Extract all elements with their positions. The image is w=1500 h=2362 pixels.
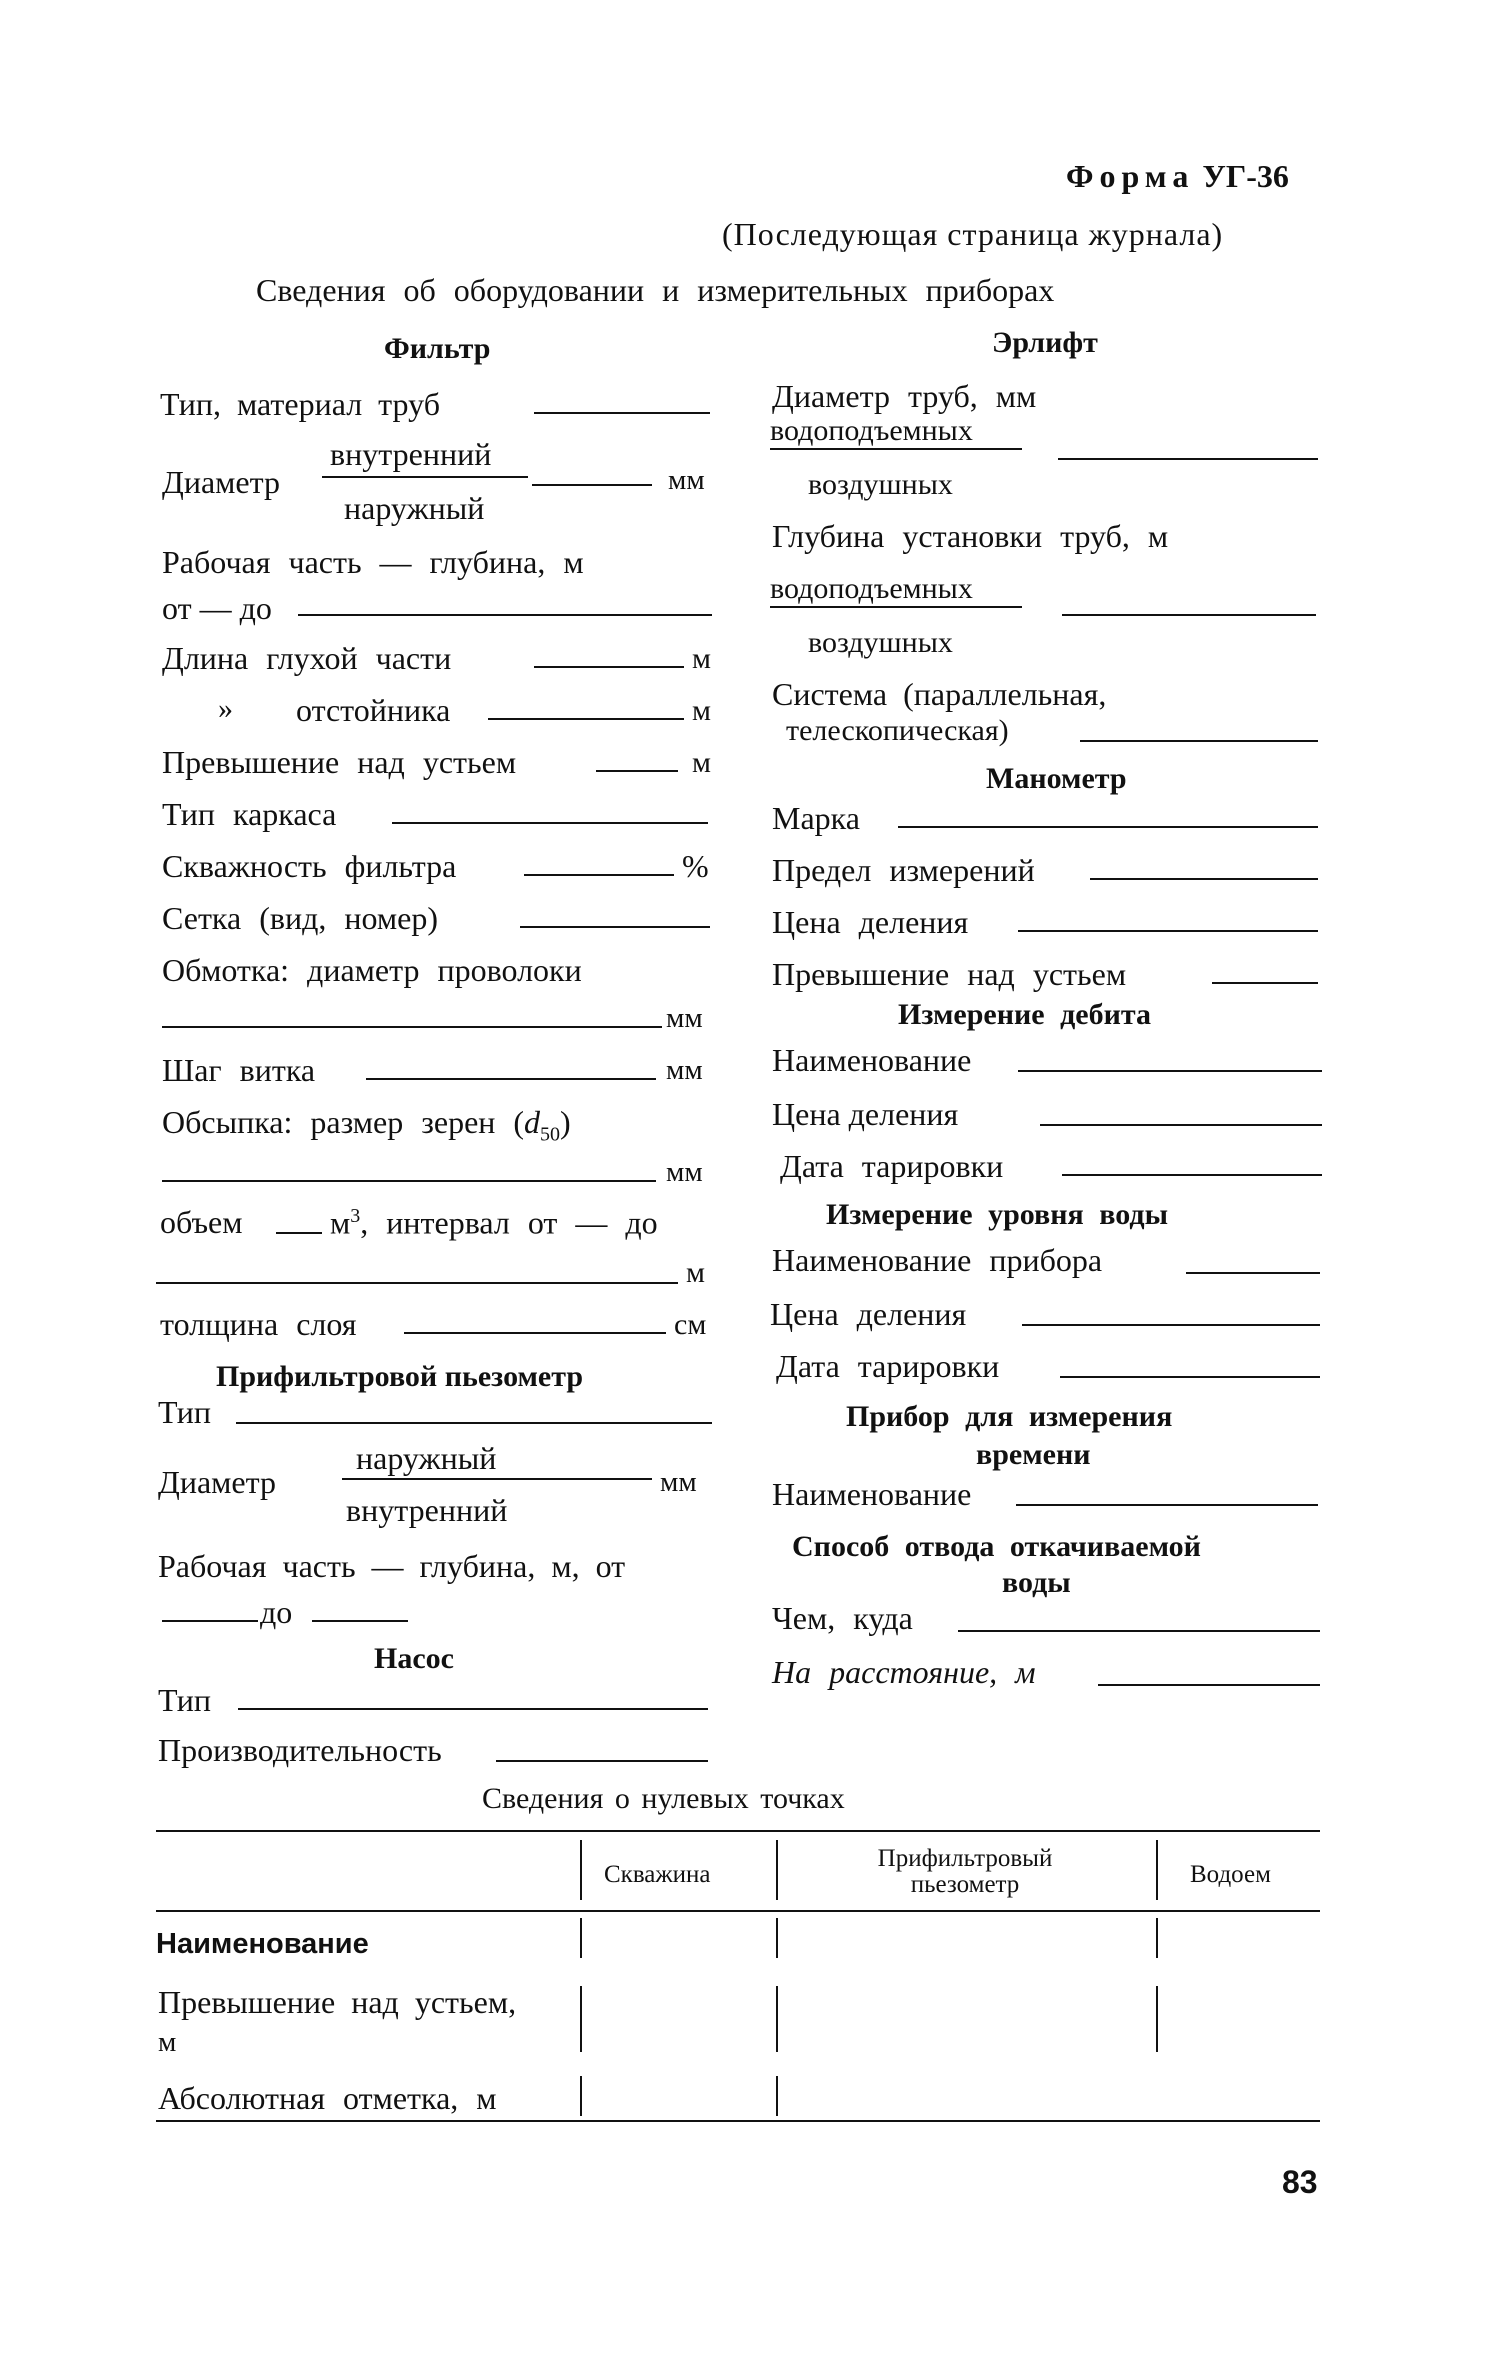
filter-diameter-field[interactable] [532,484,652,486]
discharge-distance-field[interactable] [1098,1684,1320,1686]
page-subtitle: (Последующая страница журнала) [722,216,1224,252]
manometer-elevation-field[interactable] [1212,982,1318,984]
form-label [1066,160,1289,192]
row-elevation-unit: м [158,2026,177,2058]
piezometer-diameter-unit: мм [660,1466,697,1498]
airlift-pipe-diameter-label: Диаметр труб, мм [772,378,1037,414]
filter-diameter-fraction-line [322,476,528,478]
col-divider-1-header [580,1840,582,1900]
row-name-label: Наименование [156,1928,369,1960]
manometer-heading: Манометр [986,762,1127,795]
filter-from-to-field[interactable] [298,614,712,616]
filter-diameter-label: Диаметр [162,464,280,500]
pump-heading: Насос [374,1642,454,1675]
filter-pipe-type-label: Тип, материал труб [160,386,440,422]
piezometer-type-label: Тип [158,1394,211,1430]
manometer-brand-field[interactable] [898,826,1318,828]
level-division-field[interactable] [1022,1324,1320,1326]
cell-reservoir-name[interactable] [1160,1918,1320,1958]
filter-inner-label: внутренний [330,436,492,472]
airlift-water-lifting-underline [770,448,1022,450]
filter-porosity-unit: % [682,848,709,884]
filter-volume-field[interactable] [276,1232,322,1234]
filter-heading: Фильтр [384,332,491,365]
time-name-label: Наименование [772,1476,972,1512]
filter-winding-unit: мм [666,1002,703,1034]
filter-layer-unit: см [674,1308,707,1341]
filter-backfill-text: Обсыпка: размер зерен ( [162,1104,525,1140]
row2-divider-3 [1156,1986,1158,2052]
col-header-piezometer-line1: Прифильтровый [877,1845,1053,1872]
manometer-division-field[interactable] [1018,930,1318,932]
flow-calibration-field[interactable] [1062,1174,1322,1176]
piezometer-inner-label: внутренний [346,1492,508,1528]
level-heading: Измерение уровня воды [826,1198,1168,1231]
flow-division-field[interactable] [1040,1124,1322,1126]
filter-from-to-label: от — до [162,590,272,626]
filter-diameter-unit: мм [668,464,705,496]
filter-sump-unit: м [692,694,711,727]
col-header-well: Скважина [604,1861,711,1888]
filter-layer-label: толщина слоя [160,1306,357,1342]
level-device-field[interactable] [1186,1272,1320,1274]
filter-elevation-unit: м [692,746,711,779]
cell-well-elevation[interactable] [584,1986,774,2052]
airlift-depth-label: Глубина установки труб, м [772,518,1169,554]
piezometer-diameter-fraction-line [342,1478,652,1480]
filter-backfill-d-sub: 50 [540,1123,561,1146]
discharge-how-label: Чем, куда [772,1600,913,1636]
cell-well-name[interactable] [584,1918,774,1958]
row2-divider-1 [580,1986,582,2052]
filter-porosity-field[interactable] [524,874,674,876]
filter-interval-text: , интервал от — до [360,1204,658,1241]
airlift-water-lifting2-field[interactable] [1062,614,1316,616]
cell-reservoir-absolute[interactable] [1160,2076,1320,2116]
filter-frame-type-label: Тип каркаса [162,796,337,832]
filter-mesh-label: Сетка (вид, номер) [162,900,438,936]
section-title: Сведения об оборудовании и измерительных приборах [256,272,1055,308]
airlift-air-label: воздушных [808,468,953,501]
filter-ditto-mark: » [218,692,233,725]
airlift-water-lifting-field[interactable] [1058,458,1318,460]
flow-calibration-label: Дата тарировки [780,1148,1004,1184]
filter-blind-length-unit: м [692,642,711,675]
filter-winding-field[interactable] [162,1026,662,1028]
level-calibration-label: Дата тарировки [776,1348,1000,1384]
cell-piezometer-elevation[interactable] [780,1986,1154,2052]
filter-backfill-d: d [524,1104,541,1140]
airlift-heading: Эрлифт [992,326,1098,359]
form-code: УГ-36 [1202,158,1289,194]
pump-capacity-label: Производительность [158,1732,442,1768]
piezometer-diameter-label: Диаметр [158,1464,276,1500]
filter-working-part-label: Рабочая часть — глубина, м [162,544,584,580]
discharge-heading-line1: Способ отвода откачиваемой [792,1530,1201,1563]
col-header-piezometer-line2: пьезометр [910,1871,1020,1898]
filter-backfill-close: ) [560,1104,571,1140]
time-name-field[interactable] [1016,1504,1318,1506]
page-number: 83 [1282,2164,1318,2200]
airlift-water-lifting2-underline [770,606,1022,608]
discharge-distance-unit: м [1015,1654,1036,1690]
row1-divider-3 [1156,1918,1158,1958]
filter-backfill-label [162,1106,571,1144]
col-header-reservoir: Водоем [1190,1861,1271,1888]
airlift-water-lifting-label: водоподъемных [770,414,973,447]
cell-piezometer-name[interactable] [780,1918,1154,1958]
airlift-air2-label: воздушных [808,626,953,659]
col-divider-2-header [776,1840,778,1900]
piezometer-to-field[interactable] [312,1620,408,1622]
flow-division-label: Цена деления [772,1096,959,1132]
discharge-how-field[interactable] [958,1630,1320,1632]
filter-interval-label [330,1206,658,1239]
table-bottom-rule [156,2120,1320,2122]
discharge-heading-line2: воды [1002,1566,1071,1599]
level-calibration-field[interactable] [1060,1376,1320,1378]
col-divider-3-header [1156,1840,1158,1900]
filter-winding-label: Обмотка: диаметр проволоки [162,952,582,988]
flow-name-field[interactable] [1018,1070,1322,1072]
row3-divider-1 [580,2076,582,2116]
filter-porosity-label: Скважность фильтра [162,848,457,884]
piezometer-working-part-label: Рабочая часть — глубина, м, от [158,1548,626,1584]
filter-turn-step-unit: мм [666,1054,703,1086]
filter-layer-field[interactable] [404,1332,666,1334]
manometer-limit-label: Предел измерений [772,852,1035,888]
table-top-rule [156,1830,1320,1832]
airlift-system-label: Система (параллельная, [772,676,1107,712]
filter-backfill-unit: мм [666,1156,703,1188]
filter-volume-unit-sup: 3 [350,1205,361,1227]
airlift-telescopic-label: телескопическая) [786,714,1009,747]
cell-piezometer-absolute[interactable] [780,2076,1154,2116]
piezometer-heading: Прифильтровой пьезометр [216,1360,584,1393]
flow-name-label: Наименование [772,1042,972,1078]
discharge-distance-text: На расстояние, [772,1654,998,1690]
filter-pipe-type-field[interactable] [534,412,710,414]
piezometer-outer-label: наружный [356,1440,497,1476]
level-device-label: Наименование прибора [772,1242,1103,1278]
filter-blind-length-label: Длина глухой части [162,640,452,676]
cell-well-absolute[interactable] [584,2076,774,2116]
time-heading-line1: Прибор для измерения [846,1400,1173,1433]
manometer-division-label: Цена деления [772,904,969,940]
manometer-limit-field[interactable] [1090,878,1318,880]
manometer-elevation-label: Превышение над устьем [772,956,1127,992]
filter-volume-label: объем [160,1204,243,1240]
filter-backfill-field[interactable] [162,1180,656,1182]
row2-divider-2 [776,1986,778,2052]
filter-mesh-field[interactable] [520,926,710,928]
row-absolute-mark-label: Абсолютная отметка, м [158,2080,497,2116]
filter-elevation-label: Превышение над устьем [162,744,517,780]
pump-type-field[interactable] [238,1708,708,1710]
filter-blind-length-field[interactable] [534,666,684,668]
filter-interval-unit: м [686,1256,705,1289]
piezometer-to-label: до [260,1594,293,1630]
airlift-water-lifting2-label: водоподъемных [770,572,973,605]
filter-turn-step-label: Шаг витка [162,1052,316,1088]
filter-volume-unit: м [330,1204,351,1241]
manometer-brand-label: Марка [772,800,860,836]
row1-divider-2 [776,1918,778,1958]
filter-sump-field[interactable] [488,718,684,720]
filter-turn-step-field[interactable] [366,1078,656,1080]
row-elevation-label: Превышение над устьем, [158,1984,517,2020]
time-heading-line2: времени [976,1438,1091,1471]
discharge-distance-label [772,1656,1036,1688]
filter-interval-field[interactable] [156,1282,678,1284]
piezometer-type-field[interactable] [236,1422,712,1424]
level-division-label: Цена деления [770,1296,967,1332]
filter-sump-label: отстойника [296,692,451,728]
filter-elevation-field[interactable] [596,770,678,772]
piezometer-from-field[interactable] [162,1620,258,1622]
zero-points-title: Сведения о нулевых точках [482,1782,845,1815]
row1-divider-1 [580,1918,582,1958]
form-word: Форма [1066,158,1195,194]
pump-capacity-field[interactable] [496,1760,708,1762]
airlift-system-field[interactable] [1080,740,1318,742]
cell-reservoir-elevation[interactable] [1160,1986,1320,2052]
filter-frame-type-field[interactable] [392,822,708,824]
flow-heading: Измерение дебита [898,998,1151,1031]
table-header-rule [156,1910,1320,1912]
row3-divider-2 [776,2076,778,2116]
filter-outer-label: наружный [344,490,485,526]
pump-type-label: Тип [158,1682,211,1718]
